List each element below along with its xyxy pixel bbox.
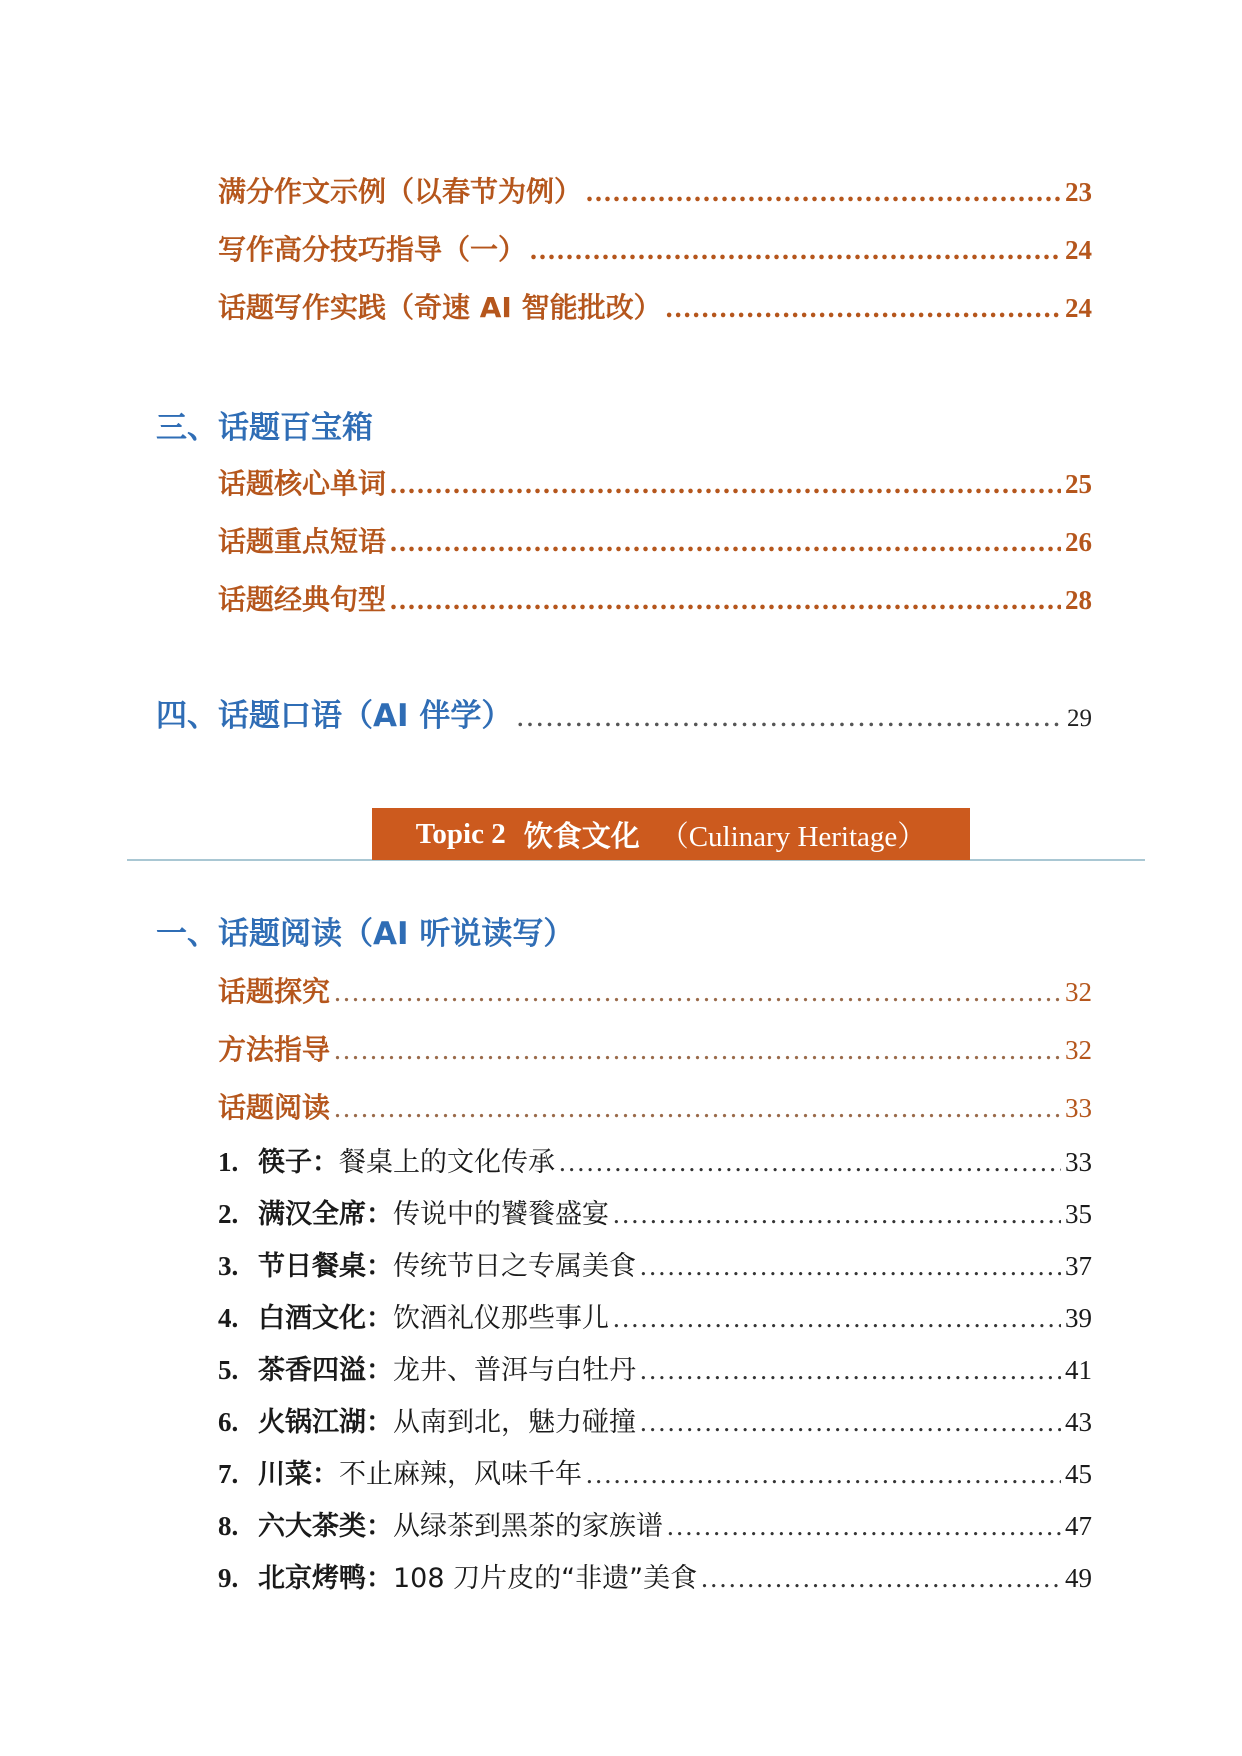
topic-title-english: （Culinary Heritage） (659, 820, 927, 853)
toc-entry-page: 24 (1065, 293, 1092, 323)
item-number: 4. (218, 1303, 239, 1333)
item-subtitle: 传统节日之专属美食 (393, 1251, 636, 1282)
item-title: 满汉全席： (258, 1199, 393, 1230)
item-title: 六大茶类： (258, 1511, 393, 1542)
item-title: 筷子： (258, 1147, 339, 1178)
leader-dots (516, 698, 1063, 734)
toc-entry-explore[interactable] (218, 970, 1092, 1010)
item-number: 1. (218, 1147, 239, 1177)
leader-dots (559, 1147, 1061, 1178)
leader-dots (390, 527, 1061, 559)
item-subtitle: 108 刀片皮的“非遗”美食 (393, 1563, 698, 1594)
item-subtitle: 餐桌上的文化传承 (339, 1147, 555, 1178)
item-subtitle: 从绿茶到黑茶的家族谱 (393, 1511, 663, 1542)
toc-entry-writing-3[interactable] (218, 286, 1092, 326)
item-number: 2. (218, 1199, 239, 1229)
item-number: 6. (218, 1407, 239, 1437)
toc-entry-title: 写作高分技巧指导（一） (218, 233, 527, 266)
section-heading-3[interactable]: 三、话题百宝箱 (156, 410, 373, 446)
reading-item-7[interactable] (218, 1452, 1092, 1491)
item-number: 8. (218, 1511, 239, 1541)
leader-dots (334, 1093, 1061, 1125)
leader-dots (390, 585, 1061, 617)
item-subtitle: 饮酒礼仪那些事儿 (393, 1303, 609, 1334)
item-title: 火锅江湖： (258, 1407, 393, 1438)
item-page: 49 (1065, 1563, 1092, 1593)
section-heading-title: 四、话题口语（AI 伴学） (156, 698, 513, 734)
reading-item-9[interactable] (218, 1556, 1092, 1595)
leader-dots (390, 469, 1061, 501)
reading-item-3[interactable] (218, 1244, 1092, 1283)
toc-entry-reading[interactable] (218, 1086, 1092, 1126)
leader-dots (666, 293, 1061, 325)
item-number: 5. (218, 1355, 239, 1385)
topic-banner (372, 808, 970, 860)
toc-entry-phrases[interactable] (218, 520, 1092, 560)
item-page: 45 (1065, 1459, 1092, 1489)
leader-dots (613, 1199, 1061, 1230)
topic-number: Topic 2 (415, 817, 506, 850)
item-page: 33 (1065, 1147, 1092, 1177)
item-subtitle: 传说中的饕餮盛宴 (393, 1199, 609, 1230)
reading-item-8[interactable] (218, 1504, 1092, 1543)
toc-entry-title: 话题阅读 (218, 1091, 331, 1124)
toc-entry-page: 33 (1065, 1093, 1092, 1123)
item-subtitle: 龙井、普洱与白牡丹 (393, 1355, 636, 1386)
toc-entry-page: 23 (1065, 177, 1092, 207)
reading-item-1[interactable] (218, 1140, 1092, 1179)
leader-dots (334, 977, 1061, 1009)
item-title: 节日餐桌： (258, 1251, 393, 1282)
leader-dots (613, 1303, 1061, 1334)
toc-entry-title: 话题经典句型 (218, 583, 387, 616)
toc-entry-sentences[interactable] (218, 578, 1092, 618)
leader-dots (640, 1251, 1061, 1282)
leader-dots (701, 1563, 1061, 1594)
item-title: 北京烤鸭： (258, 1563, 393, 1594)
item-title: 白酒文化： (258, 1303, 393, 1334)
leader-dots (640, 1407, 1061, 1438)
item-title: 茶香四溢： (258, 1355, 393, 1386)
toc-entry-page: 25 (1065, 469, 1092, 499)
leader-dots (530, 235, 1061, 267)
toc-entry-title: 话题重点短语 (218, 525, 387, 558)
item-page: 43 (1065, 1407, 1092, 1437)
toc-entry-page: 26 (1065, 527, 1092, 557)
item-title: 川菜： (258, 1459, 339, 1490)
toc-entry-page: 29 (1067, 705, 1092, 732)
item-page: 47 (1065, 1511, 1092, 1541)
leader-dots (640, 1355, 1061, 1386)
toc-entry-title: 话题核心单词 (218, 467, 387, 500)
item-page: 35 (1065, 1199, 1092, 1229)
item-page: 41 (1065, 1355, 1092, 1385)
reading-item-6[interactable] (218, 1400, 1092, 1439)
toc-entry-writing-1[interactable] (218, 170, 1092, 210)
item-number: 9. (218, 1563, 239, 1593)
toc-entry-page: 28 (1065, 585, 1092, 615)
item-number: 7. (218, 1459, 239, 1489)
toc-entry-title: 话题探究 (218, 975, 331, 1008)
topic-title-chinese: 饮食文化 (523, 818, 640, 853)
section-heading-4[interactable] (156, 690, 1092, 735)
toc-entry-title: 话题写作实践（奇速 AI 智能批改） (218, 291, 662, 324)
item-page: 37 (1065, 1251, 1092, 1281)
toc-entry-method[interactable] (218, 1028, 1092, 1068)
toc-entry-page: 32 (1065, 1035, 1092, 1065)
toc-entry-words[interactable] (218, 462, 1092, 502)
leader-dots (586, 177, 1061, 209)
reading-item-4[interactable] (218, 1296, 1092, 1335)
toc-entry-page: 32 (1065, 977, 1092, 1007)
leader-dots (334, 1035, 1061, 1067)
toc-entry-title: 满分作文示例（以春节为例） (218, 175, 583, 208)
toc-entry-title: 方法指导 (218, 1033, 331, 1066)
item-number: 3. (218, 1251, 239, 1281)
leader-dots (586, 1459, 1061, 1490)
leader-dots (667, 1511, 1061, 1542)
toc-entry-page: 24 (1065, 235, 1092, 265)
reading-item-2[interactable] (218, 1192, 1092, 1231)
item-subtitle: 从南到北，魅力碰撞 (393, 1407, 636, 1438)
toc-entry-writing-2[interactable] (218, 228, 1092, 268)
section-heading-1[interactable]: 一、话题阅读（AI 听说读写） (156, 916, 575, 952)
item-page: 39 (1065, 1303, 1092, 1333)
item-subtitle: 不止麻辣，风味千年 (339, 1459, 582, 1490)
reading-item-5[interactable] (218, 1348, 1092, 1387)
